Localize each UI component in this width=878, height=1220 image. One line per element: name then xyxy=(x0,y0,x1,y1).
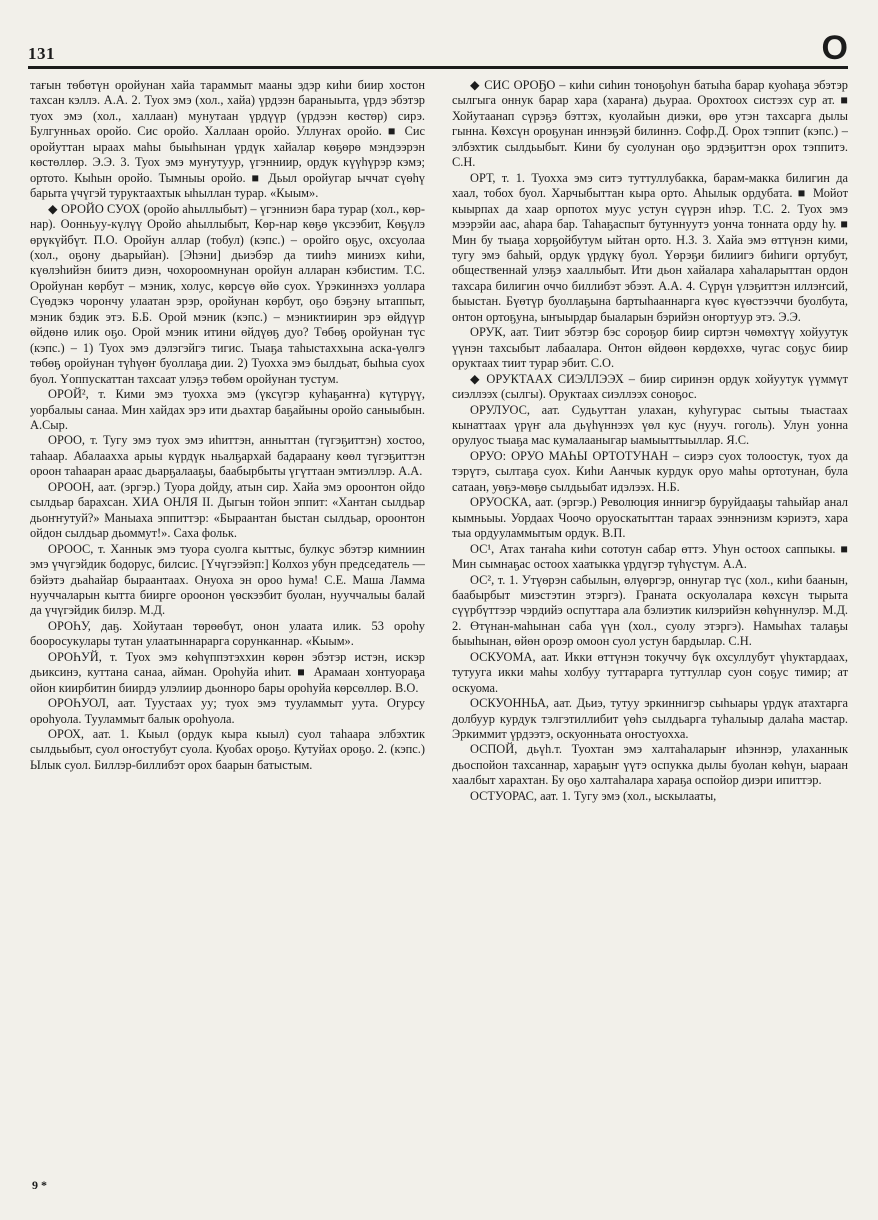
entry-paragraph: ОРОҺУОЛ, аат. Тууcтаах уу; туох эмэ тууламмыт уута. Огурсу ороһуола. Тууламмыт балык ороһуола. xyxy=(30,696,425,726)
right-column xyxy=(452,78,848,1178)
entry-paragraph: ОРОҺУ, даҕ. Хойутаан төрөөбүт, онон улаата илик. 53 ороһу бооросукулары тутан улаатыннарарга сорунканнар. «Кыым». xyxy=(30,618,425,649)
entry-paragraph: ОРУО: ОРУО МАҺЫ ОРТОТУНАН – сиэрэ суох толоостук, туох да тэрүтэ, сылтаҕа суох. Киһи Аанчык курдук оруо маһы ортотунан, була сатаан, уөҕэ-мөҕө сылдьыбат идэлээх. Н.Б. xyxy=(452,448,848,494)
entry-paragraph: ОРУК, аат. Тиит эбэтэр бэс сороҕор биир сиртэн чөмөхтүү хойуутук үүнэн тахсыбыт лабаалара. Онтон өйдөөн көрдөххө, чугас соҕус биир оруктаах тиит турар эбит. С.О. xyxy=(452,325,848,371)
entry-paragraph: ОРУОСКА, аат. (эргэр.) Революция иннигэр буруйдааҕы таһыйар анал кымньыы. Уордаах Чоочо оруоскатыттан тараах ээннэнизм кэриэтэ, хара тыа ордууламмытым ордук. В.П. xyxy=(452,495,848,541)
entry-paragraph: ОСКУОННЬА, аат. Дьиэ, тутуу эркиннигэр сыһыары үрдүк атахтарга долбуур курдук тэлгэтиллибит үөһэ сылдьарга туһалыыр далаһа мастар. Эркиммит үрдээтэ, оскуонньата оҥостуохха. xyxy=(452,696,848,742)
entry-paragraph: ОСКУОМА, аат. Икки өттүнэн токуччу бүк охсуллубут үһуктардаах, тутууга икки маһы холбуу туттарарга туттуллар суон соҕус тимир; ат оскуома. xyxy=(452,649,848,695)
entry-paragraph: ОРТ, т. 1. Туохха эмэ ситэ туттуллубакка, барам-макка билигин да хаал, тобох буол. Харчыбыттан кыра орто. Аһылык ордубата. ■ Мойот кыырпах да хаар орпотох муус устун сүүрэн иһэр. Т.С. 2. Туох эмэ мээрэйи аас, аһара бар. Таһаҕаспыт бутуннуутэ уонча тонната орду һу. ■ Мин бу тыаҕа хорҕойбутум ыйтан орто. Н.З. 3. Хайа эмэ өттүнэн кими, тугу эмэ баһый, ордук үрдүкү буол. Үөрэҕи билиигэ биһиги ортубут, общественнай улэҕэ хааллыбыт. Ити дьон хайалара хаһаларыттан ордон тахсара билигин оччо биллибэт эбээт. А.А. 4. Сүрүн үлэҕиттэн иллэҥсий, быыстан. Бүөтүр буоллаҕына бартыһааннарга күөс күөстээччи буолбута, онтон ортоҕуна, ыҥыырдар быаларын бэрийэн оҥортуур этэ. Э.Э. xyxy=(452,170,848,324)
entry-paragraph: ОСПОЙ, дьүһ.т. Туохтан эмэ халтаһаларыҥ иһэннэр, улаханнык дьоспойон тахсаннар, хараҕыҥ үүтэ оспукка дылы буолан көһүн, ыараан хаалбыт харахтан. Бу оҕо халтаһалара хараҕа оспойор диэри ипиттэр. xyxy=(452,742,848,788)
entry-paragraph: ◆ СИС ОРОҔО – киһи сиһин тоноҕоһун батыһа барар куоһаҕа эбэтэр сылгыга оннук барар хара (хараҥа) дьураа. Орохтоох систээх сур ат. ■ Хойутаанап сүрэҕэ бэттэх, куолайын диэки, өрө утэн тахсарга дылы гынна. Көхсүн ороҕунан иннэҕэй билиннэ. Софр.Д. Орох тэппит (кэпс.) – элбэхтик сылдьыбыт. Кини бу суолунан оҕо эрдэҕиттэн орох тэппитэ. С.Н. xyxy=(452,78,848,170)
entry-paragraph: ОРОО, т. Тугу эмэ туох эмэ иһиттэн, анныттан (түгэҕиттэн) хостоо, таһаар. Абалаахха арыы күрдүк ньалҕархай бадараану көөл түгэҕиттэн ороон таһааран араас дьарҕалааҕы, баабырбыты үгүттаан эмтиэллэр. А.А. xyxy=(30,433,425,479)
entry-paragraph: ОРОҺУЙ, т. Туох эмэ көһүппэтэххин көрөн эбэтэр истэн, искэр дьиксинэ, куттана санаа, айман. Ороһуйа иһит. ■ Арамаан хонтуораҕа ойон киирбитин биирдэ улэлиир дьонноро бары ороһуйа көрсөллөр. В.О. xyxy=(30,649,425,695)
entry-paragraph: ◆ ОРОЙО СУОХ (оройо аһыллыбыт) – үгэнниэн бара турар (хол., көр-нар). Оонньуу-күлүү Оройо аһыллыбыт, Көр-нар көҕө үксээбит, Көҕүлэ өрүкүйбүт. П.О. Оройун аллар (тобул) (кэпс.) – оройго оҕус, охсуолаа (хол., оҕону дьарыйан). [Эһэни] дьиэбэр да тииһэ миниэх киһи, күөлэһийэн биитэ диэн, чохороомнунан оройун алларан кэбистим. Т.С. Оройунан көрбут – мэник, холус, көрсүө өйө суох. Үрэкиннэхэ уоллара Сүөдэкэ чорончу улаатан эрэр, оройунан көрбут, оҕо бэҕэну ытаппыт, мэник бэдик этэ. Б.Б. Орой мэник (кэпс.) – мэниктиирин эрэ өйдүүр өйдөнө илик оҕо. Орой мэник итини өйдүөҕ дуо? Төбөҕ оройунан түс (кэпс.) – 1) Туох эмэ дэлэгэйгэ тигис. Тыаҕа таһыстаххына аска-үөлгэ төбөҕ оройунан түһүөҥ буоллаҕа дии. 2) Туоххa эмэ былдьат, быһыа суох буол. Үоппускаттан тахсаат улэҕэ төбөм оройунан тустум. xyxy=(30,201,425,386)
entry-paragraph: ОС², т. 1. Утүөрэн сабылын, өлүөргэр, оннугар түс (хол., киһи баанын, баабырбыт миэстэтин этэргэ). Граната оскуолаларa көхсүн тырыта сүүрбүттээр чэрдийэ оспуттара ала бэлиэтик килэрийэн көһүннулэр. М.Д. 2. Өтүнан-маһынан саба үүн (хол., суолу этэргэ). Намыһах талаҕы быыһынан, өйөн ороэр омоон суол устун бардылар. С.Н. xyxy=(452,572,848,649)
entry-paragraph: ОРОХ, аат. 1. Кыыл (ордук кыра кыыл) суол таһаара элбэхтик сылдьыбыт, суол оҥостубут суола. Куобах ороҕо. Кутуйах ороҕо. 2. (кэпс.) Ылык суол. Биллэр-биллибэт орох баарын батыстым. xyxy=(30,727,425,772)
left-column xyxy=(30,78,425,1178)
header-rule xyxy=(28,66,848,69)
entry-paragraph: ОСТУОРАС, аат. 1. Тугу эмэ (хол., ыскылааты, xyxy=(470,788,717,803)
entry-paragraph: ◆ ОРУКТААХ СИЭЛЛЭЭХ – биир сиринэн ордук хойуутук үүммүт сиэллээх (сылгы). Оруктаах сиэллээх соноҕос. xyxy=(452,371,848,402)
section-letter: О xyxy=(821,29,848,67)
signature-mark: 9 * xyxy=(32,1178,47,1192)
entry-paragraph: ОС¹, Атах таҥаһа киһи сототун сабар өттэ. Уһун остоох саппыкы. ■ Мин сымнаҕас остоох хаатыкка үрдүгэр түһүстүм. А.А. xyxy=(452,541,848,572)
page-number: 131 xyxy=(28,44,55,63)
entry-paragraph: ОРОЙ², т. Кими эмэ туохха эмэ (үксүгэр куһаҕаҥҥа) күтүрүү, уорбалыы санаа. Мин хайдах эрэ ити дьахтар баҕайыны оройо саныыбын. А.Сыр. xyxy=(30,387,425,432)
page-header xyxy=(28,30,848,70)
entry-paragraph: ОРУЛУОС, аат. Судьуттан улахан, куһугурас сытыы тыастаах кынаттаах үрүҥ ала дьүһүннээх үөл кус (нууч. гоголь). Улун уонна орулуос тыаҕа мас кумалааныгар ыамыыттыыллар. Я.С. xyxy=(452,402,848,448)
entry-paragraph: ОРООС, т. Ханнык эмэ туора суолга кыттыс, булкус эбэтэр кимниин эмэ үчүгэйдик бодорус, билсис. [Үчүгээйэп:] Колхоз убун председатель — бэйэтэ дьаһайар быраантаах. Онуоха эн ороо һума! С.Е. Маша Ламма нууччаларын кытта биирге ороонон үөскээбит буолан, нууччалыы балай да үчүгэйдик билэр. М.Д. xyxy=(30,541,425,618)
entry-paragraph: тағын төбөтүн оройунан хайа тараммыт мааны эдэр киһи биир хостон тахсан кэллэ. А.А. 2. Туох эмэ (хол., хайа) үрдээн бараныыта, үрдэ эбэтэр туох эмэ (хол., халлаан) мунутаан үрдүүр (үрдээн көстөр) сирэ. Булгунньах оройо. Сис оройо. Халлаан оройо. Уллуҥах оройо. ■ Сис оройуттан ыраах маһы быыһынан үрдүк хайалар көҕөрө мэндээрэн көстөллөр. Э.Э. 3. Туох эмэ муҥутуур, үгэнниир, ордук күүһүрэр кэмэ; ортото. Кыһын оройо. Тымныы оройо. ■ Дьыл оройугар ыччат сүөһү барыта үчүгэй туруктаахтык ыһыллан турар. «Кыым». xyxy=(30,78,425,201)
entry-paragraph: ОРООН, аат. (эргэр.) Туора дойду, атын сир. Хайа эмэ ороонтон ойдо сылдьар барахсан. ХИА ОНЛЯ II. Дыгын тойон эппит: «Хантан сылдьар дьоҥҥутуй?» Маныаха эппиттэр: «Быраантан быстан сылдьар, ороонтон ойдон сылдьар дьоммут!». Саха фольк. xyxy=(30,479,425,541)
